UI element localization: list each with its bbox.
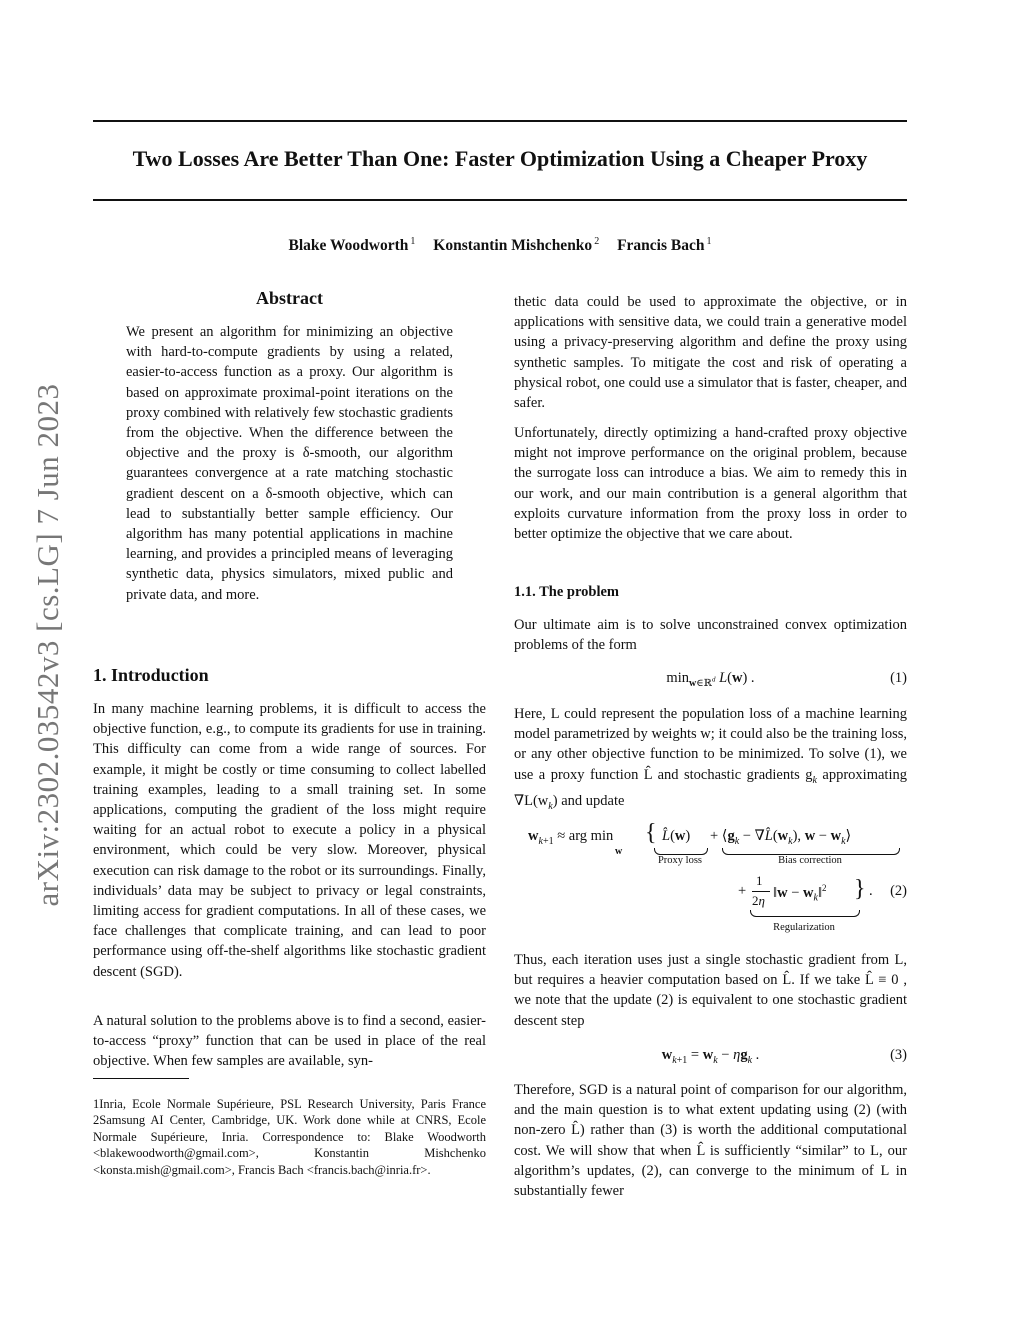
abstract-body: We present an algorithm for minimizing an objective with hard-to-compute gradients by using a related, easier-to-access function as a proxy. Our algorithm is based on approximate proximal-point iterations on the proxy combined with relatively few stochastic gradients from the objective. When the difference between the objective and the proxy is δ-smooth, our algorithm guarantees convergence at a rate matching stochastic gradient descent on a δ-smooth objective, which can lead to substantially better sample efficiency. Our algorithm has many potential applications in machine learning, and provides a principled means of leveraging synthetic data, physics simulators, mixed public and private data, and more.: [126, 324, 453, 603]
proxy-brace: [654, 848, 708, 855]
arxiv-id: arXiv:2302.03542v3 [cs.LG] 7 Jun 2023: [30, 383, 65, 907]
fraction-bar: [752, 891, 770, 892]
subsection-heading: 1.1. The problem: [514, 584, 620, 600]
right-paragraph-6: Therefore, SGD is a natural point of comparison for our algorithm, and the main question is to what extent updating using (2) (with non-zero L̂) rather than (3) is worth the additional computational cost. We will show that when L̂ is sufficiently “similar” to L, our algorithm’s updates, (2), can converge to the minimum of L in substantially fewer: [514, 1082, 907, 1200]
proxy-loss-label: Proxy loss: [657, 855, 703, 866]
equation-2: $w_{k+1}$ ≈ arg min w { L̂(w) Proxy loss + $⟨g_k$ − $\nabla L̂(w_k)$, $w - w_k⟩$ Bias correction + 1 2η ‖w − $w_k‖^2$ } . Regularization (2): [528, 820, 907, 933]
right-paragraph-5: Thus, each iteration uses just a single stochastic gradient from L, but requires a heavier computation based on L̂. If we take L̂ ≡ 0 , we note that the update (2) is equivalent to one stochastic gradient descent step: [514, 952, 907, 1029]
footnote-rule: [93, 1078, 189, 1079]
footnote: 1Inria, Ecole Normale Supérieure, PSL Research University, Paris France 2Samsung AI Center, Cambridge, UK. Work done while at CNRS, Ecole Normale Supérieure, Inria. Correspondence to: Blake Woodworth <blakewoodworth@gmail.com>, Konstantin Mishchenko <konsta.mish@gmail.com>, Francis Bach <francis.bach@inria.fr>.: [93, 1096, 486, 1177]
right-paragraph-1: thetic data could be used to approximate the objective, or in applications with sensitive data, we could train a generative model using a privacy-preserving algorithm and define the proxy using synthetic samples. To mitigate the cost and risk of operating a physical robot, one could use a simulator that is faster, cheaper, and safer.: [514, 294, 907, 412]
intro-paragraph-2: A natural solution to the problems above is to find a second, easier-to-access “proxy” function that can be used in place of the real objective. When few samples are available, syn-: [93, 1013, 486, 1070]
bias-brace: [722, 848, 900, 855]
author: Francis Bach $^1$: [617, 236, 712, 255]
right-paragraph-3: Our ultimate aim is to solve unconstrained convex optimization problems of the form: [514, 617, 907, 654]
paper-title: Two Losses Are Better Than One: Faster Optimization Using a Cheaper Proxy: [132, 146, 868, 171]
equation-number: (1): [890, 670, 907, 686]
regularization-label: Regularization: [773, 922, 835, 933]
author-list: [93, 236, 907, 255]
equation-number: (3): [890, 1047, 907, 1063]
author: Blake Woodworth $^1$: [288, 236, 416, 255]
author: Konstantin Mishchenko $^2$: [433, 236, 600, 255]
equation-number: (2): [890, 883, 907, 899]
bias-correction-label: Bias correction: [778, 855, 842, 866]
intro-paragraph-1: In many machine learning problems, it is difficult to access the objective function, e.g., to compute its gradients for use in training. This difficulty can come from a wide range of sources. For example, it might be costly or time consuming to collect labelled training examples, leading to a small training set. In some applications, computing the gradient of the loss might require waiting for an actual robot to execute a policy in a physical environment, which could be very slow. Moreover, physical execution can risk damage to the robot or its surroundings. Finally, individuals’ data may be subject to privacy or legal constraints, limiting access for gradient computations. In all of these cases, we face challenges that complicate training, and can lead to poor performance using off-the-shelf algorithms like stochastic gradient descent (SGD).: [93, 701, 486, 980]
right-paragraph-4: Here, L could represent the population loss of a machine learning model parametrized by weights w; it could also be the training loss, or any other objective function to be minimized. To solve (1), we use a proxy function L̂ and stochastic gradients $g_k$ approximating $\nabla L(w_k)$ and update: [514, 706, 907, 812]
title-rule-top: [93, 120, 907, 122]
regularization-brace: [750, 910, 860, 917]
title-rule-bottom: [93, 199, 907, 201]
intro-heading: 1. Introduction: [93, 665, 209, 685]
right-paragraph-2: Unfortunately, directly optimizing a hand-crafted proxy objective might not improve performance on the original problem, because the surrogate loss can introduce a bias. We aim to remedy this in our work, and our main contribution is a general algorithm that exploits curvature information from the proxy loss in order to better optimize the objective that we care about.: [514, 425, 907, 543]
abstract-heading: Abstract: [256, 288, 323, 308]
